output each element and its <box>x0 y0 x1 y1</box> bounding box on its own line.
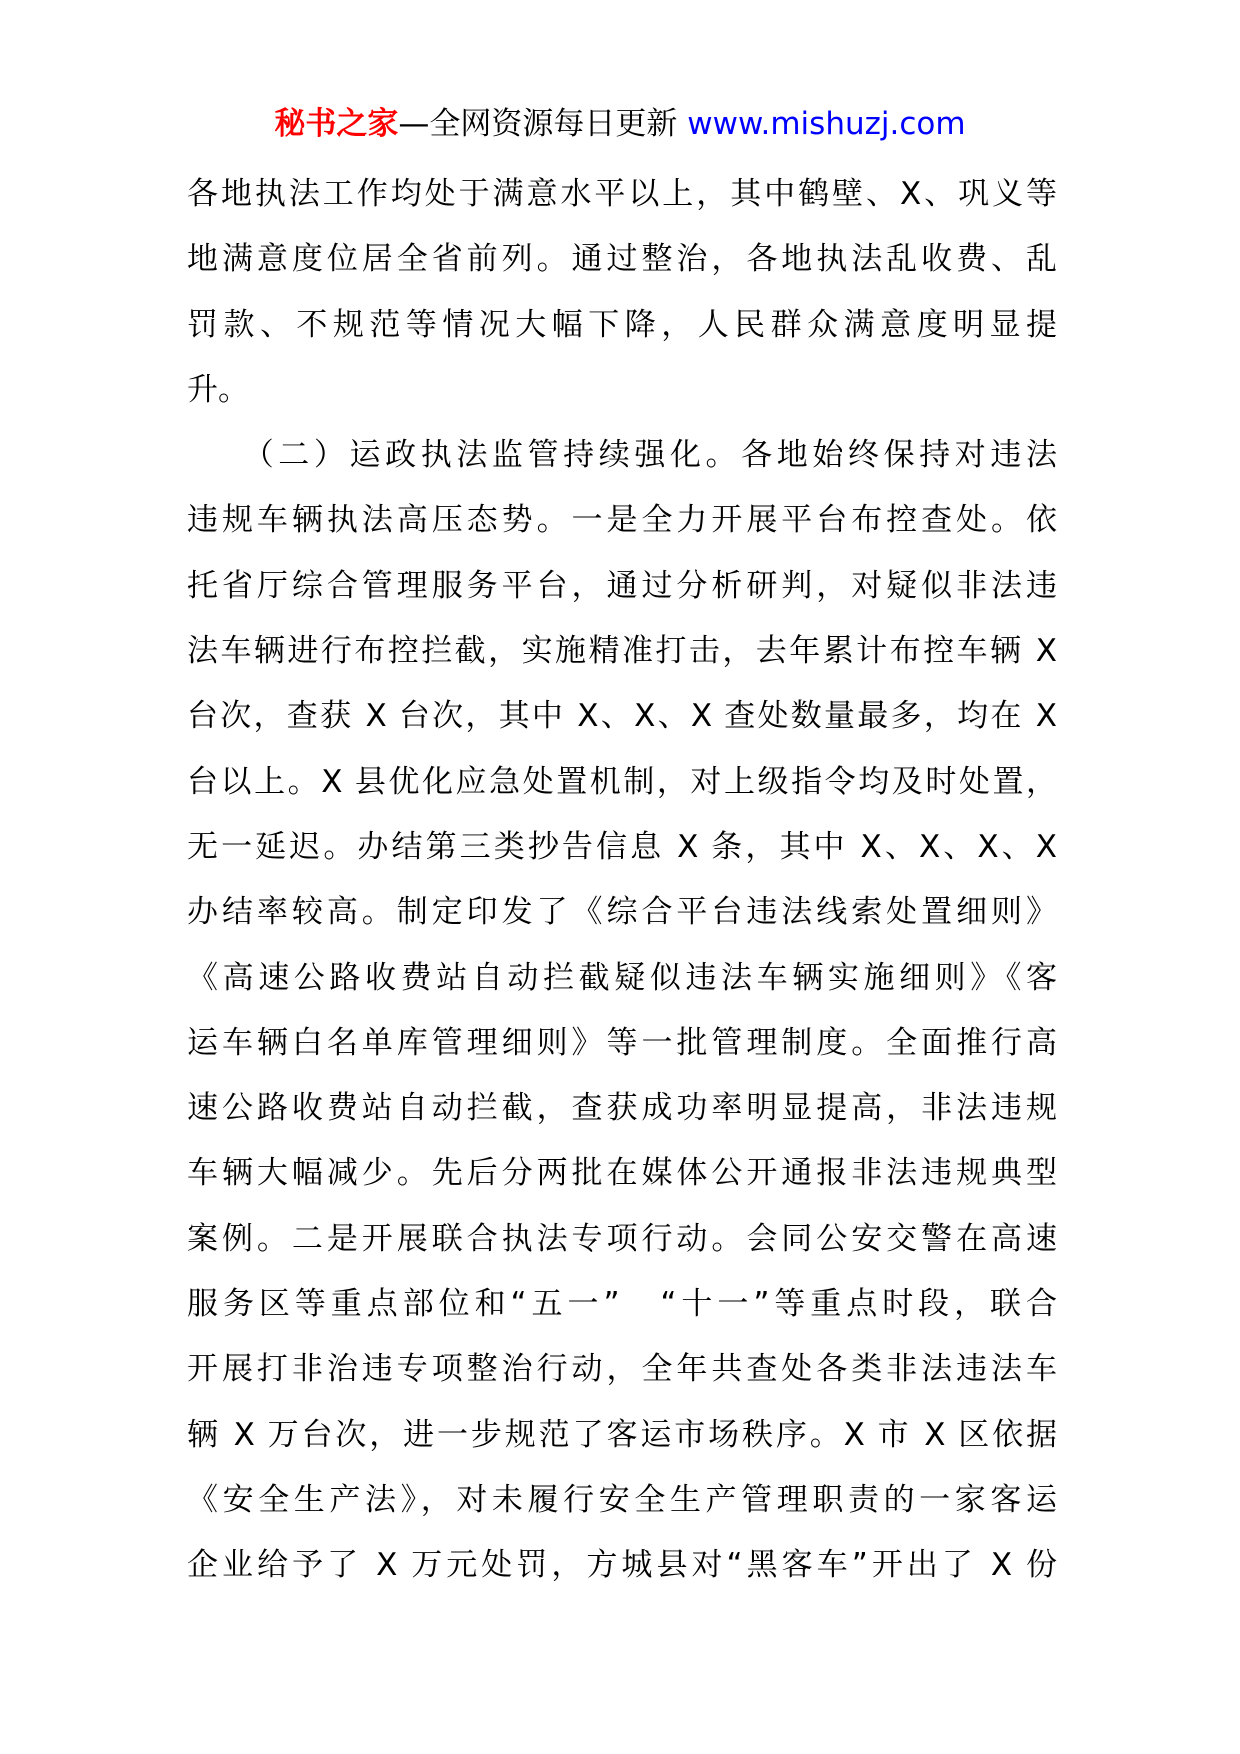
site-header <box>0 100 1240 148</box>
body-line: 运车辆白名单库管理细则》等一批管理制度。全面推行高 <box>187 1024 1057 1061</box>
body-line: 升。 <box>187 371 249 408</box>
body-line: 法车辆进行布控拦截，实施精准打击，去年累计布控车辆 X <box>187 633 1057 670</box>
body-line: 违规车辆执法高压态势。一是全力开展平台布控查处。依 <box>187 502 1057 539</box>
body-line: 《安全生产法》，对未履行安全生产管理职责的一家客运 <box>187 1481 1057 1518</box>
body-line: 托省厅综合管理服务平台，通过分析研判，对疑似非法违 <box>187 567 1057 604</box>
body-line: 速公路收费站自动拦截，查获成功率明显提高，非法违规 <box>187 1090 1057 1127</box>
body-line: 车辆大幅减少。先后分两批在媒体公开通报非法违规典型 <box>187 1155 1057 1192</box>
body-line: 企业给予了 X 万元处罚，方城县对“黑客车”开出了 X 份 <box>187 1547 1057 1584</box>
body-line: 无一延迟。办结第三类抄告信息 X 条，其中 X、X、X、X <box>187 828 1057 865</box>
body-line: 办结率较高。制定印发了《综合平台违法线索处置细则》 <box>187 894 1057 931</box>
brand-name: 秘书之家 <box>274 106 399 142</box>
body-line: （二）运政执法监管持续强化。各地始终保持对违法 <box>187 437 1057 474</box>
site-url-link[interactable]: www.mishuzj.com <box>687 106 966 142</box>
body-line: 辆 X 万台次，进一步规范了客运市场秩序。X 市 X 区依据 <box>187 1416 1057 1453</box>
body-line: 开展打非治违专项整治行动，全年共查处各类非法违法车 <box>187 1351 1057 1388</box>
body-line: 罚款、不规范等情况大幅下降，人民群众满意度明显提 <box>187 306 1057 343</box>
header-tagline: —全网资源每日更新 <box>398 106 688 142</box>
body-line: 地满意度位居全省前列。通过整治，各地执法乱收费、乱 <box>187 241 1057 278</box>
body-line: 各地执法工作均处于满意水平以上，其中鹤壁、X、巩义等 <box>187 176 1057 212</box>
document-body <box>187 162 1057 1599</box>
body-line: 案例。二是开展联合执法专项行动。会同公安交警在高速 <box>187 1220 1057 1257</box>
body-line: 台以上。X 县优化应急处置机制，对上级指令均及时处置， <box>187 763 1057 800</box>
body-line: 服务区等重点部位和“五一” “十一”等重点时段，联合 <box>187 1286 1057 1323</box>
body-line: 《高速公路收费站自动拦截疑似违法车辆实施细则》《客 <box>187 959 1057 996</box>
body-line: 台次，查获 X 台次，其中 X、X、X 查处数量最多，均在 X <box>187 698 1057 735</box>
